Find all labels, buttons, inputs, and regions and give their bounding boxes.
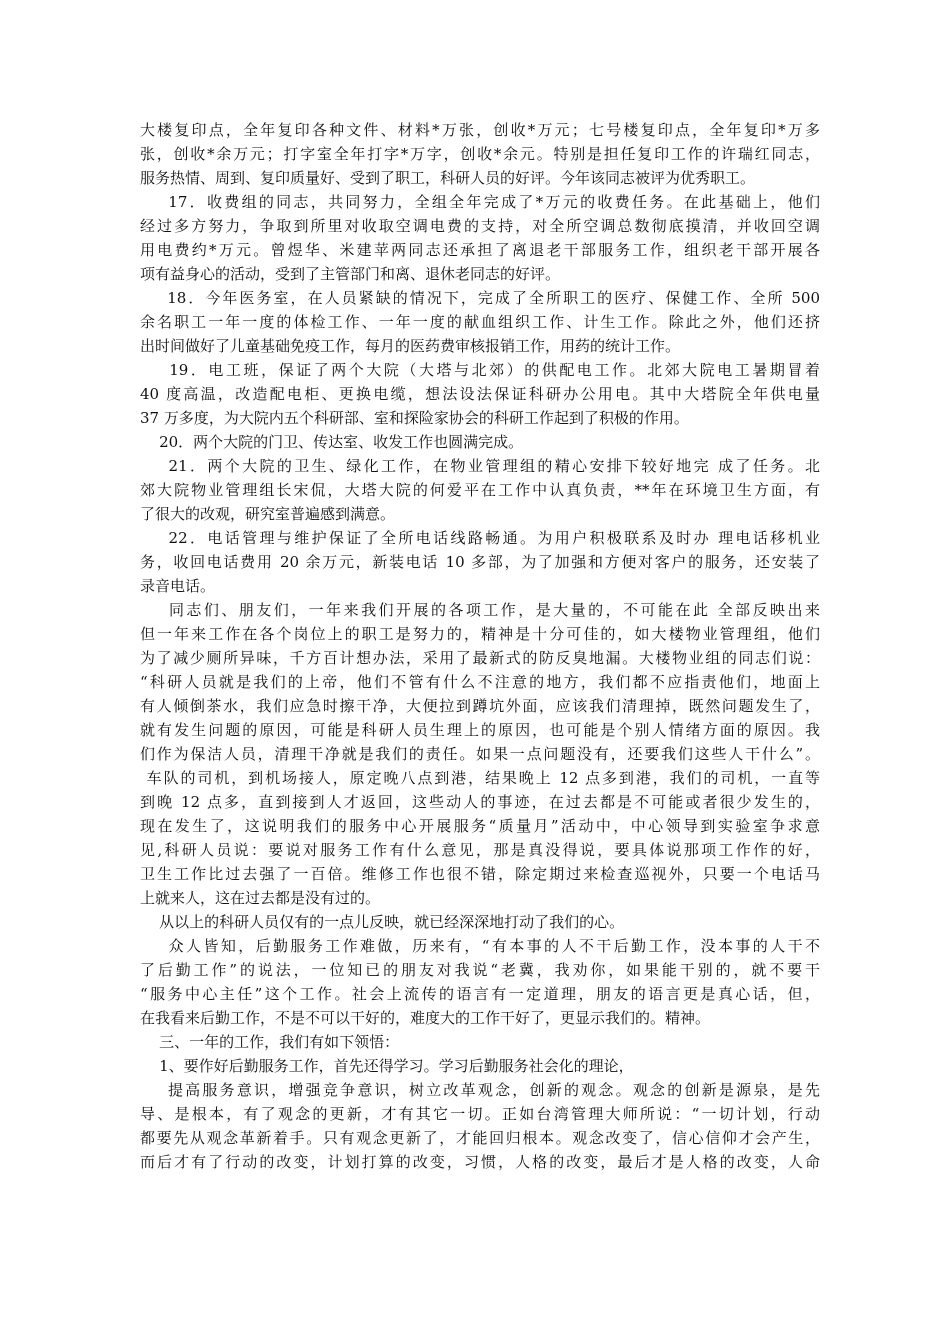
text-line: 余名职工一年一度的体检工作、一年一度的献血组织工作、计生工作。除此之外，他们还挤	[140, 313, 820, 331]
text-line: 见,科研人员说：要说对服务工作有什么意见，那是真没得说，要具体说那项工作作的好，	[140, 841, 820, 859]
text-line: 大楼复印点，全年复印各种文件、材料*万张，创收*万元；七号楼复印点，全年复印*万多	[140, 121, 820, 139]
text-line: 20．两个大院的门卫、传达室、收发工作也圆满完成。	[140, 433, 524, 451]
text-line: 卫生工作比过去强了一百倍。维修工作也很不错，除定期过来检查巡视外，只要一个电话马	[140, 865, 820, 883]
text-line: 到晚 12 点多，直到接到人才返回，这些动人的事迹，在过去都是不可能或者很少发生的，	[140, 793, 820, 811]
text-line: 们作为保洁人员，清理干净就是我们的责任。如果一点问题没有，还要我们这些人干什么”。	[140, 745, 820, 763]
text-line: “科研人员就是我们的上帝，他们不管有什么不注意的地方，我们都不应指责他们，地面上	[140, 673, 820, 691]
text-line: 务，收回电话费用 20 余万元，新装电话 10 多部，为了加强和方便对客户的服务，还安装了	[140, 553, 820, 571]
text-line: 车队的司机，到机场接人，原定晚八点到港，结果晚上 12 点多到港，我们的司机，一直等	[140, 769, 820, 787]
text-line: “服务中心主任”这个工作。社会上流传的语言有一定道理，朋友的语言更是真心话，但，	[140, 985, 820, 1003]
text-line: 而后才有了行动的改变，计划打算的改变，习惯，人格的改变，最后才是人格的改变，人命	[140, 1153, 820, 1171]
body-text	[140, 118, 820, 1174]
text-line: 经过多方努力，争取到所里对收取空调电费的支持，对全所空调总数彻底摸清，并收回空调	[140, 217, 820, 235]
text-line: 录音电话。	[140, 577, 216, 595]
text-line: 1、要作好后勤服务工作，首先还得学习。学习后勤服务社会化的理论，	[140, 1057, 634, 1075]
text-line: 了很大的改观，研究室普遍感到满意。	[140, 505, 396, 523]
text-line: 为了减少厕所异味，千方百计想办法，采用了最新式的防反臭地漏。大楼物业组的同志们说：	[140, 649, 820, 667]
text-line: 就有发生问题的原因，可能是科研人员生理上的原因，也可能是个别人情绪方面的原因。我	[140, 721, 820, 739]
text-line: 同志们、朋友们，一年来我们开展的各项工作，是大量的，不可能在此 全部反映出来	[140, 601, 820, 619]
text-line: 有人倾倒茶水，我们应急时擦干净，大便拉到蹲坑外面，应该我们清理掉，既然问题发生了，	[140, 697, 820, 715]
text-line: 现在发生了，这说明我们的服务中心开展服务“质量月”活动中，中心领导到实验室争求意	[140, 817, 820, 835]
text-line: 项有益身心的活动，受到了主管部门和离、退休老同志的好评。	[140, 265, 561, 283]
text-line: 郊大院物业管理组长宋侃，大塔大院的何爱平在工作中认真负责，**年在环境卫生方面，有	[140, 481, 820, 499]
text-line: 导、是根本，有了观念的更新，才有其它一切。正如台湾管理大师所说：“一切计划，行动	[140, 1105, 820, 1123]
text-line: 服务热情、周到、复印质量好、受到了职工，科研人员的好评。今年该同志被评为优秀职工。	[140, 169, 756, 187]
text-line: 19．电工班，保证了两个大院（大塔与北郊）的供配电工作。北郊大院电工暑期冒着	[140, 361, 820, 379]
section-heading: 三、一年的工作，我们有如下领悟：	[140, 1033, 400, 1051]
text-line: 17．收费组的同志，共同努力，全组全年完成了*万元的收费任务。在此基础上，他们	[140, 193, 820, 211]
text-line: 21．两个大院的卫生、绿化工作，在物业管理组的精心安排下较好地完 成了任务。北	[140, 457, 820, 475]
text-line: 用电费约*万元。曾煜华、米建苹两同志还承担了离退老干部服务工作，组织老干部开展各	[140, 241, 820, 259]
text-line: 了后勤工作”的说法，一位知已的朋友对我说“老冀，我劝你，如果能干别的，就不要干	[140, 961, 820, 979]
text-line: 40 度高温，改造配电柜、更换电缆，想法设法保证科研办公用电。其中大塔院全年供电量	[140, 385, 820, 403]
text-line: 在我看来后勤工作，不是不可以干好的，难度大的工作干好了，更显示我们的。精神。	[140, 1009, 711, 1027]
text-line: 37 万多度，为大院内五个科研部、室和探险家协会的科研工作起到了积极的作用。	[140, 409, 689, 427]
text-line: 众人皆知，后勤服务工作难做，历来有，“有本事的人不干后勤工作，没本事的人干不	[140, 937, 820, 955]
text-line: 18．今年医务室，在人员紧缺的情况下，完成了全所职工的医疗、保健工作、全所 500	[140, 289, 820, 307]
text-line: 出时间做好了儿童基础免疫工作，每月的医药费审核报销工作，用药的统计工作。	[140, 337, 681, 355]
text-line: 22．电话管理与维护保证了全所电话线路畅通。为用户积极联系及时办 理电话移机业	[140, 529, 820, 547]
text-line: 提高服务意识，增强竞争意识，树立改革观念，创新的观念。观念的创新是源泉，是先	[140, 1081, 820, 1099]
text-line: 上就来人，这在过去都是没有过的。	[140, 889, 381, 907]
text-line: 从以上的科研人员仅有的一点儿反映，就已经深深地打动了我们的心。	[140, 913, 625, 931]
text-line: 但一年来工作在各个岗位上的职工是努力的，精神是十分可佳的，如大楼物业管理组，他们	[140, 625, 820, 643]
text-line: 张，创收*余万元；打字室全年打字*万字，创收*余元。特别是担任复印工作的许瑞红同志，	[140, 145, 820, 163]
text-line: 都要先从观念革新着手。只有观念更新了，才能回归根本。观念改变了，信心信仰才会产生，	[140, 1129, 820, 1147]
